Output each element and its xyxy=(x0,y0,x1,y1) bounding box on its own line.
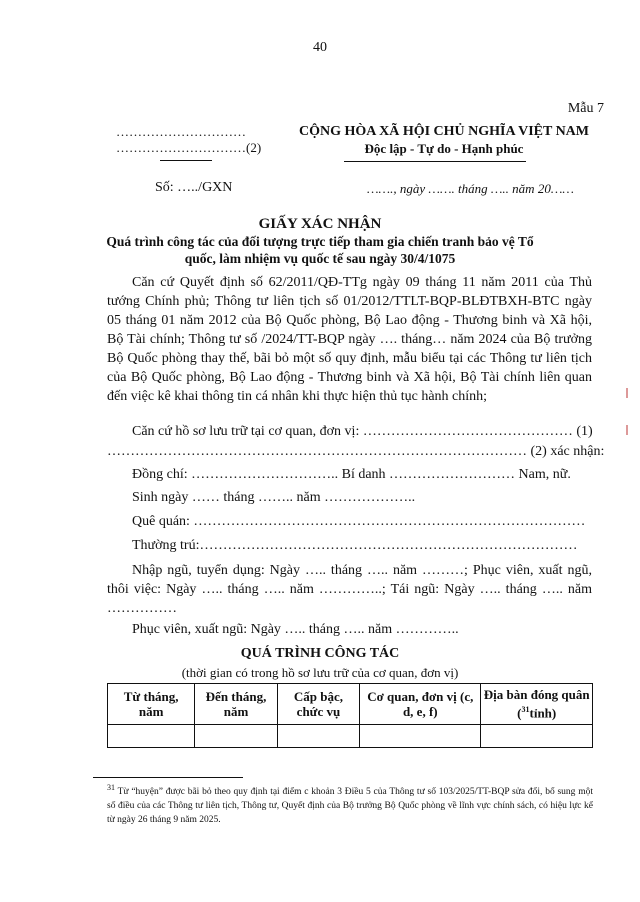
margin-mark xyxy=(626,388,628,398)
discharge-line: Phục viên, xuất ngũ: Ngày ….. tháng ….. năm ………….. xyxy=(132,622,459,637)
table-cell xyxy=(481,725,593,748)
work-history-table xyxy=(107,683,593,748)
archive-basis-line: Căn cứ hồ sơ lưu trữ tại cơ quan, đơn vị: ……………………………………… (1) xyxy=(132,424,593,439)
residence-line: Thường trú:……………………………………………………………………… xyxy=(132,538,578,553)
national-title: CỘNG HÒA XÃ HỘI CHỦ NGHĨA VIỆT NAM xyxy=(298,124,589,139)
table-header-row xyxy=(108,684,593,725)
page-number: 40 xyxy=(313,40,327,55)
margin-mark xyxy=(626,425,628,435)
hometown-line: Quê quán: ………………………………………………………………………… xyxy=(132,514,586,529)
document-subtitle: Quá trình công tác của đối tượng trực tiếp tham gia chiến tranh bảo vệ Tổ quốc, làm nhiệm vụ quốc tế sau ngày 30/4/1075 xyxy=(106,234,534,266)
footnote-number: 31 xyxy=(107,783,115,792)
table-cell xyxy=(277,725,359,748)
work-history-note: (thời gian có trong hồ sơ lưu trữ của cơ quan, đơn vị) xyxy=(181,665,459,680)
footnote xyxy=(107,781,593,827)
national-motto: Độc lập - Tự do - Hạnh phúc xyxy=(364,141,524,156)
issuer-divider xyxy=(160,160,212,161)
table-cell xyxy=(360,725,481,748)
document-title: GIẤY XÁC NHẬN xyxy=(258,216,382,232)
issuer-line-1: ………………………… xyxy=(116,124,246,139)
motto-divider xyxy=(344,161,526,162)
enlistment-paragraph: Nhập ngũ, tuyển dụng: Ngày ….. tháng ….. năm ………; Phục viên, xuất ngũ, thôi việc: Ngày ….. tháng ….. năm …………..; Tái ngũ: Ngày ….. tháng ….. năm …………… xyxy=(107,563,592,616)
document-number: Số: …../GXN xyxy=(155,180,233,195)
issuer-line-2: …………………………(2) xyxy=(116,140,262,155)
table-cell xyxy=(195,725,277,748)
comrade-line: Đồng chí: ………………………….. Bí danh ……………………… Nam, nữ. xyxy=(132,467,571,482)
table-row xyxy=(108,725,593,748)
footnote-text: Từ “huyện” được bãi bỏ theo quy định tại điểm c khoản 3 Điều 5 của Thông tư số 103/2025/TT-BQP sửa đổi, bổ sung một số điều của các Thông tư liên tịch, Thông tư, Quyết định của Bộ trưởng Bộ Quốc phòng về lĩnh vực chính sách, có hiệu lực kể từ ngày 26 tháng 9 năm 2025. xyxy=(107,787,593,826)
col-location-header: Địa bàn đóng quân ($^{31}$tỉnh) xyxy=(481,684,593,725)
table-cell xyxy=(108,725,195,748)
footnote-ref: 31 xyxy=(521,705,530,715)
birth-date-line: Sinh ngày …… tháng …….. năm ……………….. xyxy=(132,490,416,505)
footnote-divider xyxy=(93,777,243,778)
col-to-header: Đến tháng, năm xyxy=(195,684,277,725)
form-code: Mẫu 7 xyxy=(567,101,604,116)
col-unit-header: Cơ quan, đơn vị (c, d, e, f) xyxy=(360,684,481,725)
preamble-paragraph: Căn cứ Quyết định số 62/2011/QĐ-TTg ngày 09 tháng 11 năm 2011 của Thủ tướng Chính phủ; Thông tư liên tịch số 01/2012/TTLT-BQP-BLĐTBXH-BTC ngày 05 tháng 01 năm 2012 của Bộ Quốc phòng, Bộ Lao động - Thương binh và Xã hội, Bộ Tài chính; Thông tư số /2024/TT-BQP ngày …. tháng… năm 2024 của Bộ trưởng Bộ Quốc phòng thay thế, bãi bỏ một số quy định, mẫu biểu tại các Thông tư liên tịch của Bộ Quốc phòng, Bộ Lao động - Thương binh và Xã hội, Bộ Tài chính liên quan đến việc kê khai thông tin cá nhân khi thực hiện thủ tục hành chính; xyxy=(107,275,592,404)
confirming-unit-line: ……………………………………………………………………………… (2) xác nhận: xyxy=(107,444,605,459)
col-from-header: Từ tháng, năm xyxy=(108,684,195,725)
work-history-title: QUÁ TRÌNH CÔNG TÁC xyxy=(240,646,400,661)
col-rank-header: Cấp bậc, chức vụ xyxy=(277,684,359,725)
date-line: ……., ngày ……. tháng ….. năm 20…… xyxy=(367,181,574,196)
